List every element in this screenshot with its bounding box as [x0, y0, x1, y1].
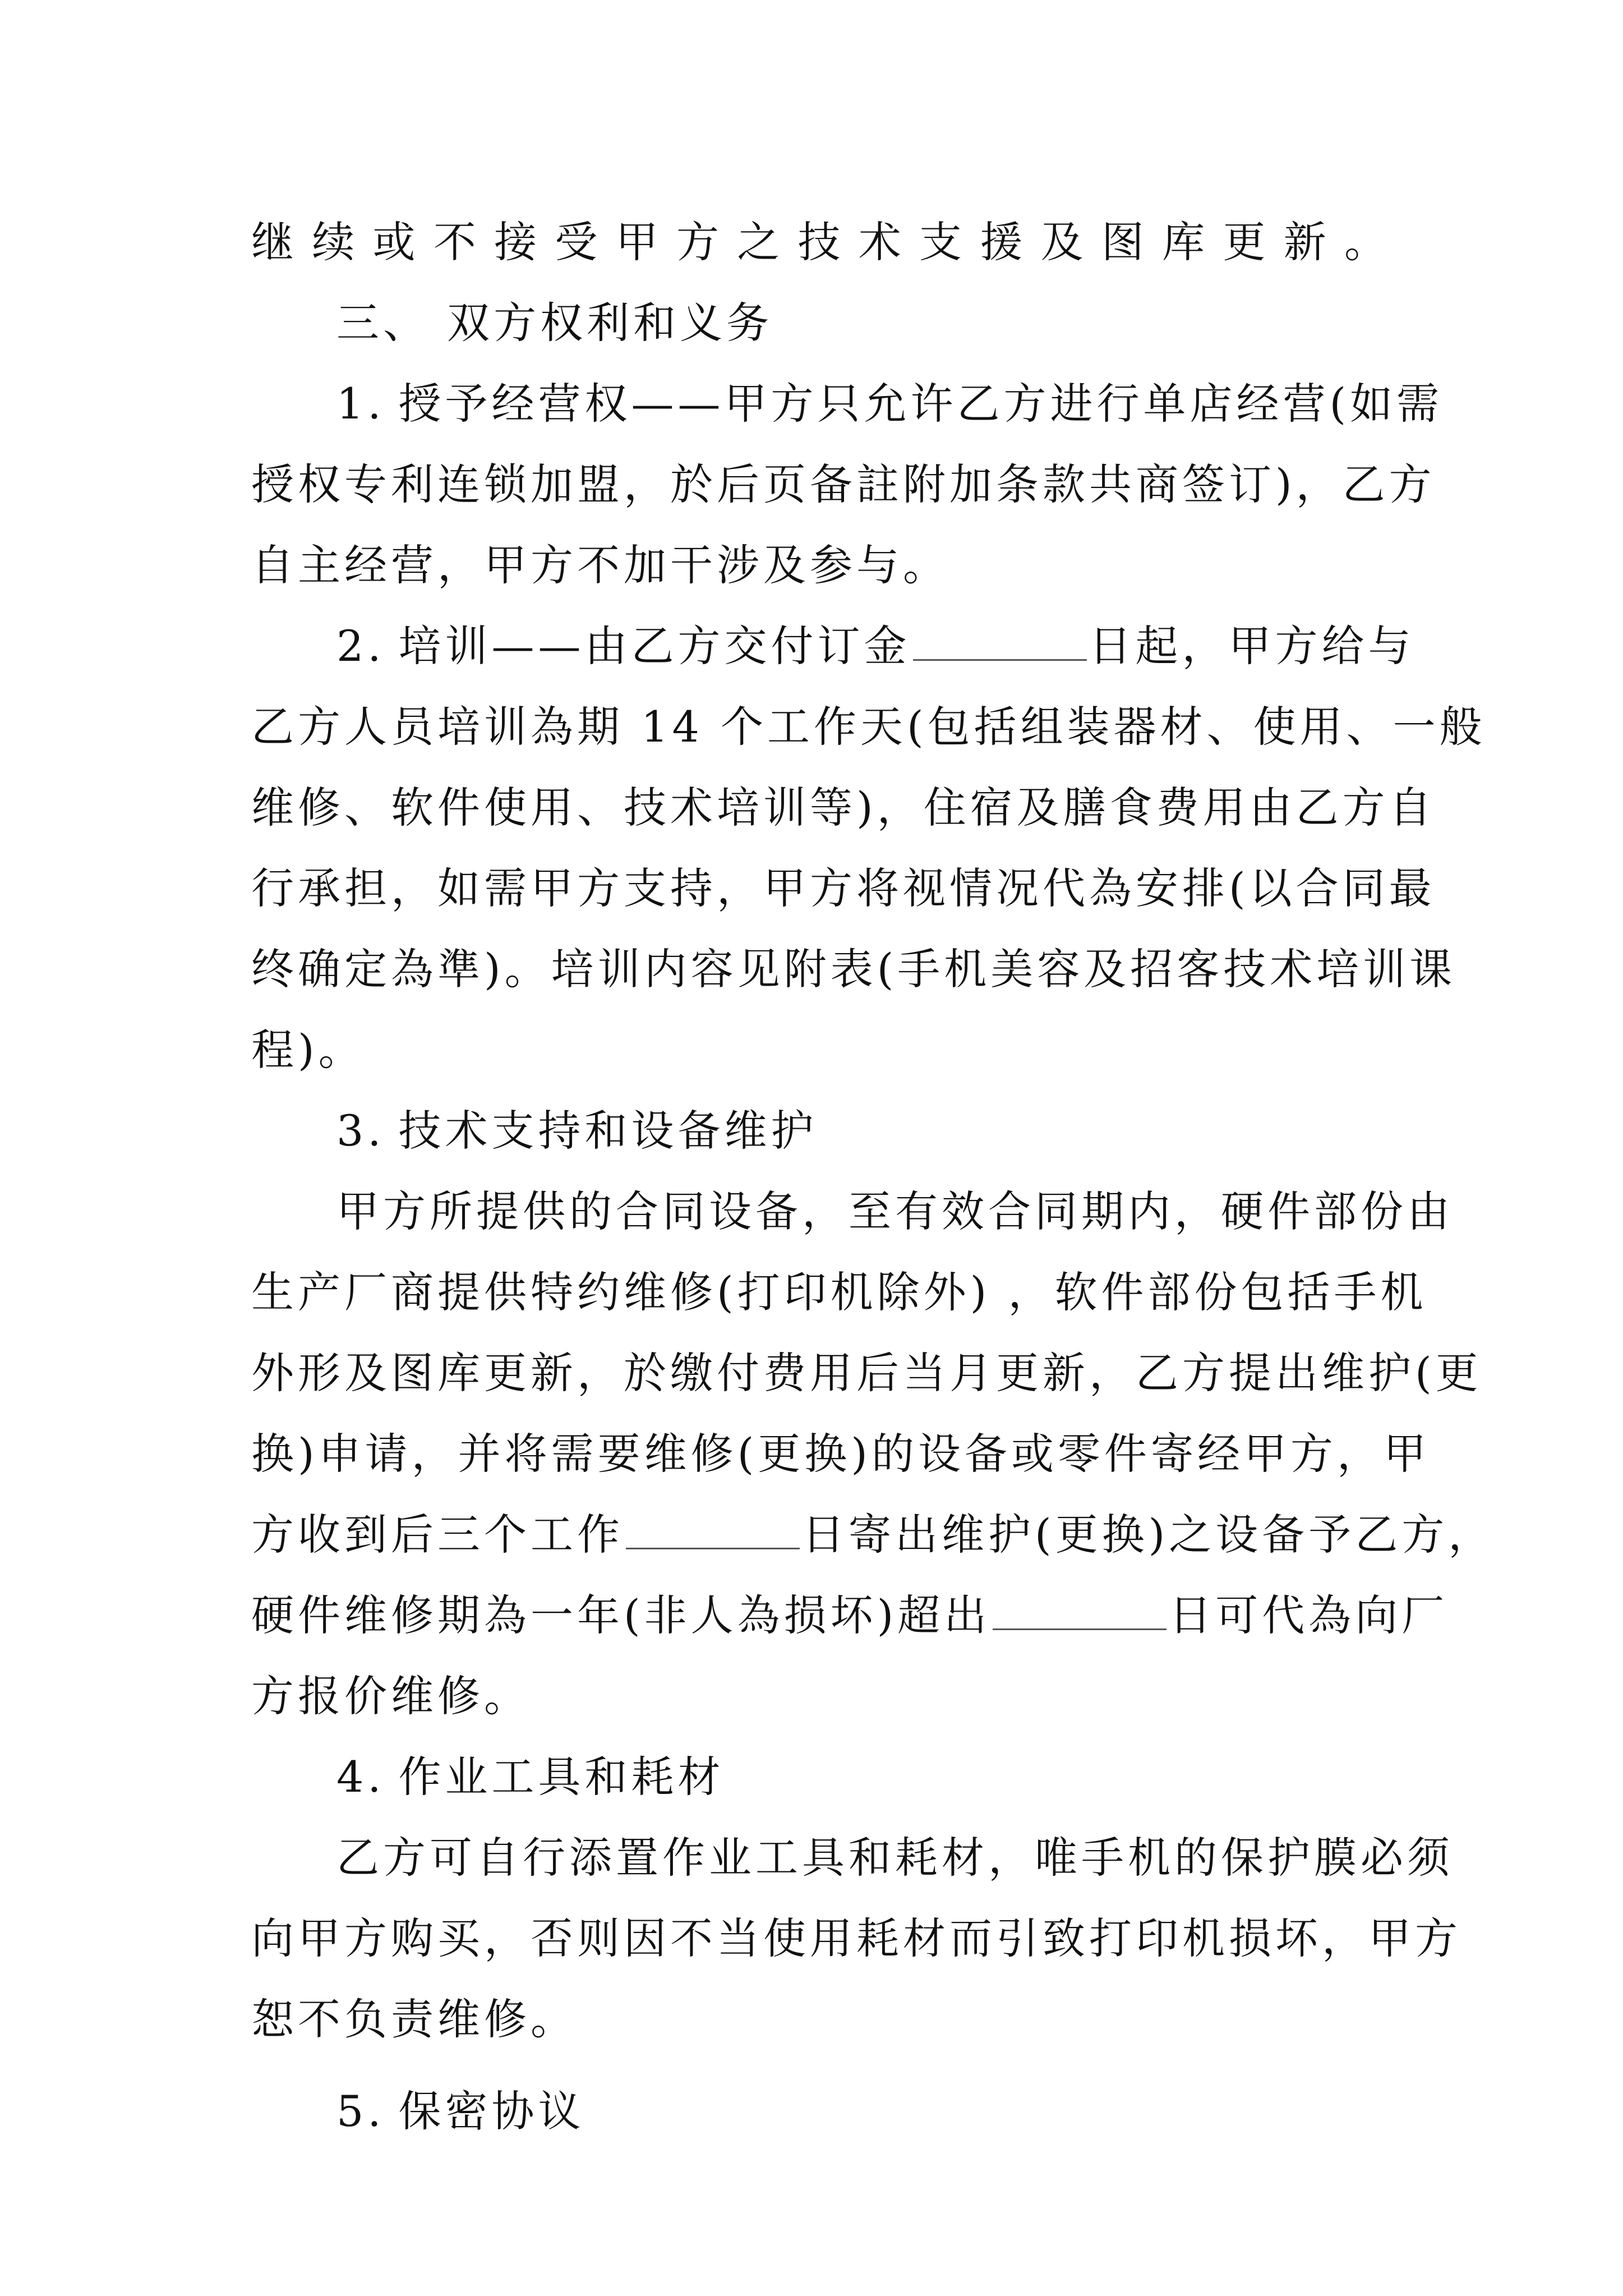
clause-2-line: 终确定為準)。培训内容见附表(手机美容及招客技术培训课 — [251, 944, 1456, 994]
clause-1-line: 自主经营，甲方不加干涉及参与。 — [251, 540, 949, 590]
clause-5-heading: 5. 保密协议 — [336, 2086, 585, 2136]
clause-3-line: 换)申请，并将需要维修(更换)的设备或零件寄经甲方，甲 — [251, 1429, 1430, 1479]
clause-number: 1. — [336, 379, 385, 429]
clause-3-line: 甲方所提供的合同设备，至有效合同期内，硬件部份由 — [336, 1186, 1454, 1236]
document-body — [251, 202, 1495, 2152]
clause-number: 3. — [336, 1106, 385, 1156]
fill-in-blank — [993, 1595, 1166, 1630]
section-heading: 三、 双方权利和义务 — [336, 298, 773, 348]
clause-4-line: 恕不负责维修。 — [251, 1994, 577, 2044]
clause-number: 2. — [336, 621, 385, 671]
clause-3-line: 方报价维修。 — [251, 1671, 531, 1721]
clause-3-line: 生产厂商提供特约维修(打印机除外) ，软件部份包括手机 — [251, 1267, 1427, 1317]
clause-2-line: 维修、软件使用、技术培训等)，住宿及膳食费用由乙方自 — [251, 783, 1436, 832]
clause-1-line: 1. 授予经营权——甲方只允许乙方进行单店经营(如需 — [336, 379, 1444, 429]
clause-3-line: 外形及图库更新，於缴付费用后当月更新，乙方提出维护(更 — [251, 1348, 1482, 1398]
clause-4-heading: 4. 作业工具和耗材 — [336, 1752, 725, 1802]
clause-1-line: 授权专利连锁加盟，於后页备註附加条款共商签订)，乙方 — [251, 459, 1436, 509]
clause-number: 5. — [336, 2086, 385, 2136]
fill-in-blank — [626, 1514, 800, 1549]
clause-3-line: 硬件维修期為一年(非人為损坏)超出 日可代為向厂 — [251, 1590, 1449, 1640]
clause-4-line: 乙方可自行添置作业工具和耗材，唯手机的保护膜必须 — [336, 1833, 1454, 1883]
clause-2-line: 2. 培训——由乙方交付订金 日起，甲方给与 — [336, 621, 1415, 671]
clause-number: 4. — [336, 1752, 385, 1802]
clause-4-line: 向甲方购买，否则因不当使用耗材而引致打印机损坏，甲方 — [251, 1913, 1461, 1963]
clause-3-heading: 3. 技术支持和设备维护 — [336, 1106, 818, 1156]
text-line: 继续或不接受甲方之技术支援及图库更新。 — [251, 217, 1391, 267]
fill-in-blank — [913, 625, 1087, 661]
clause-3-line: 方收到后三个工作 日寄出维护(更换)之设备予乙方， — [251, 1510, 1495, 1559]
clause-2-line: 乙方人员培训為期 14 个工作天(包括组装器材、使用、一般 — [251, 702, 1486, 752]
clause-2-line: 程)。 — [251, 1025, 365, 1075]
clause-2-line: 行承担，如需甲方支持，甲方将视情况代為安排(以合同最 — [251, 863, 1436, 913]
